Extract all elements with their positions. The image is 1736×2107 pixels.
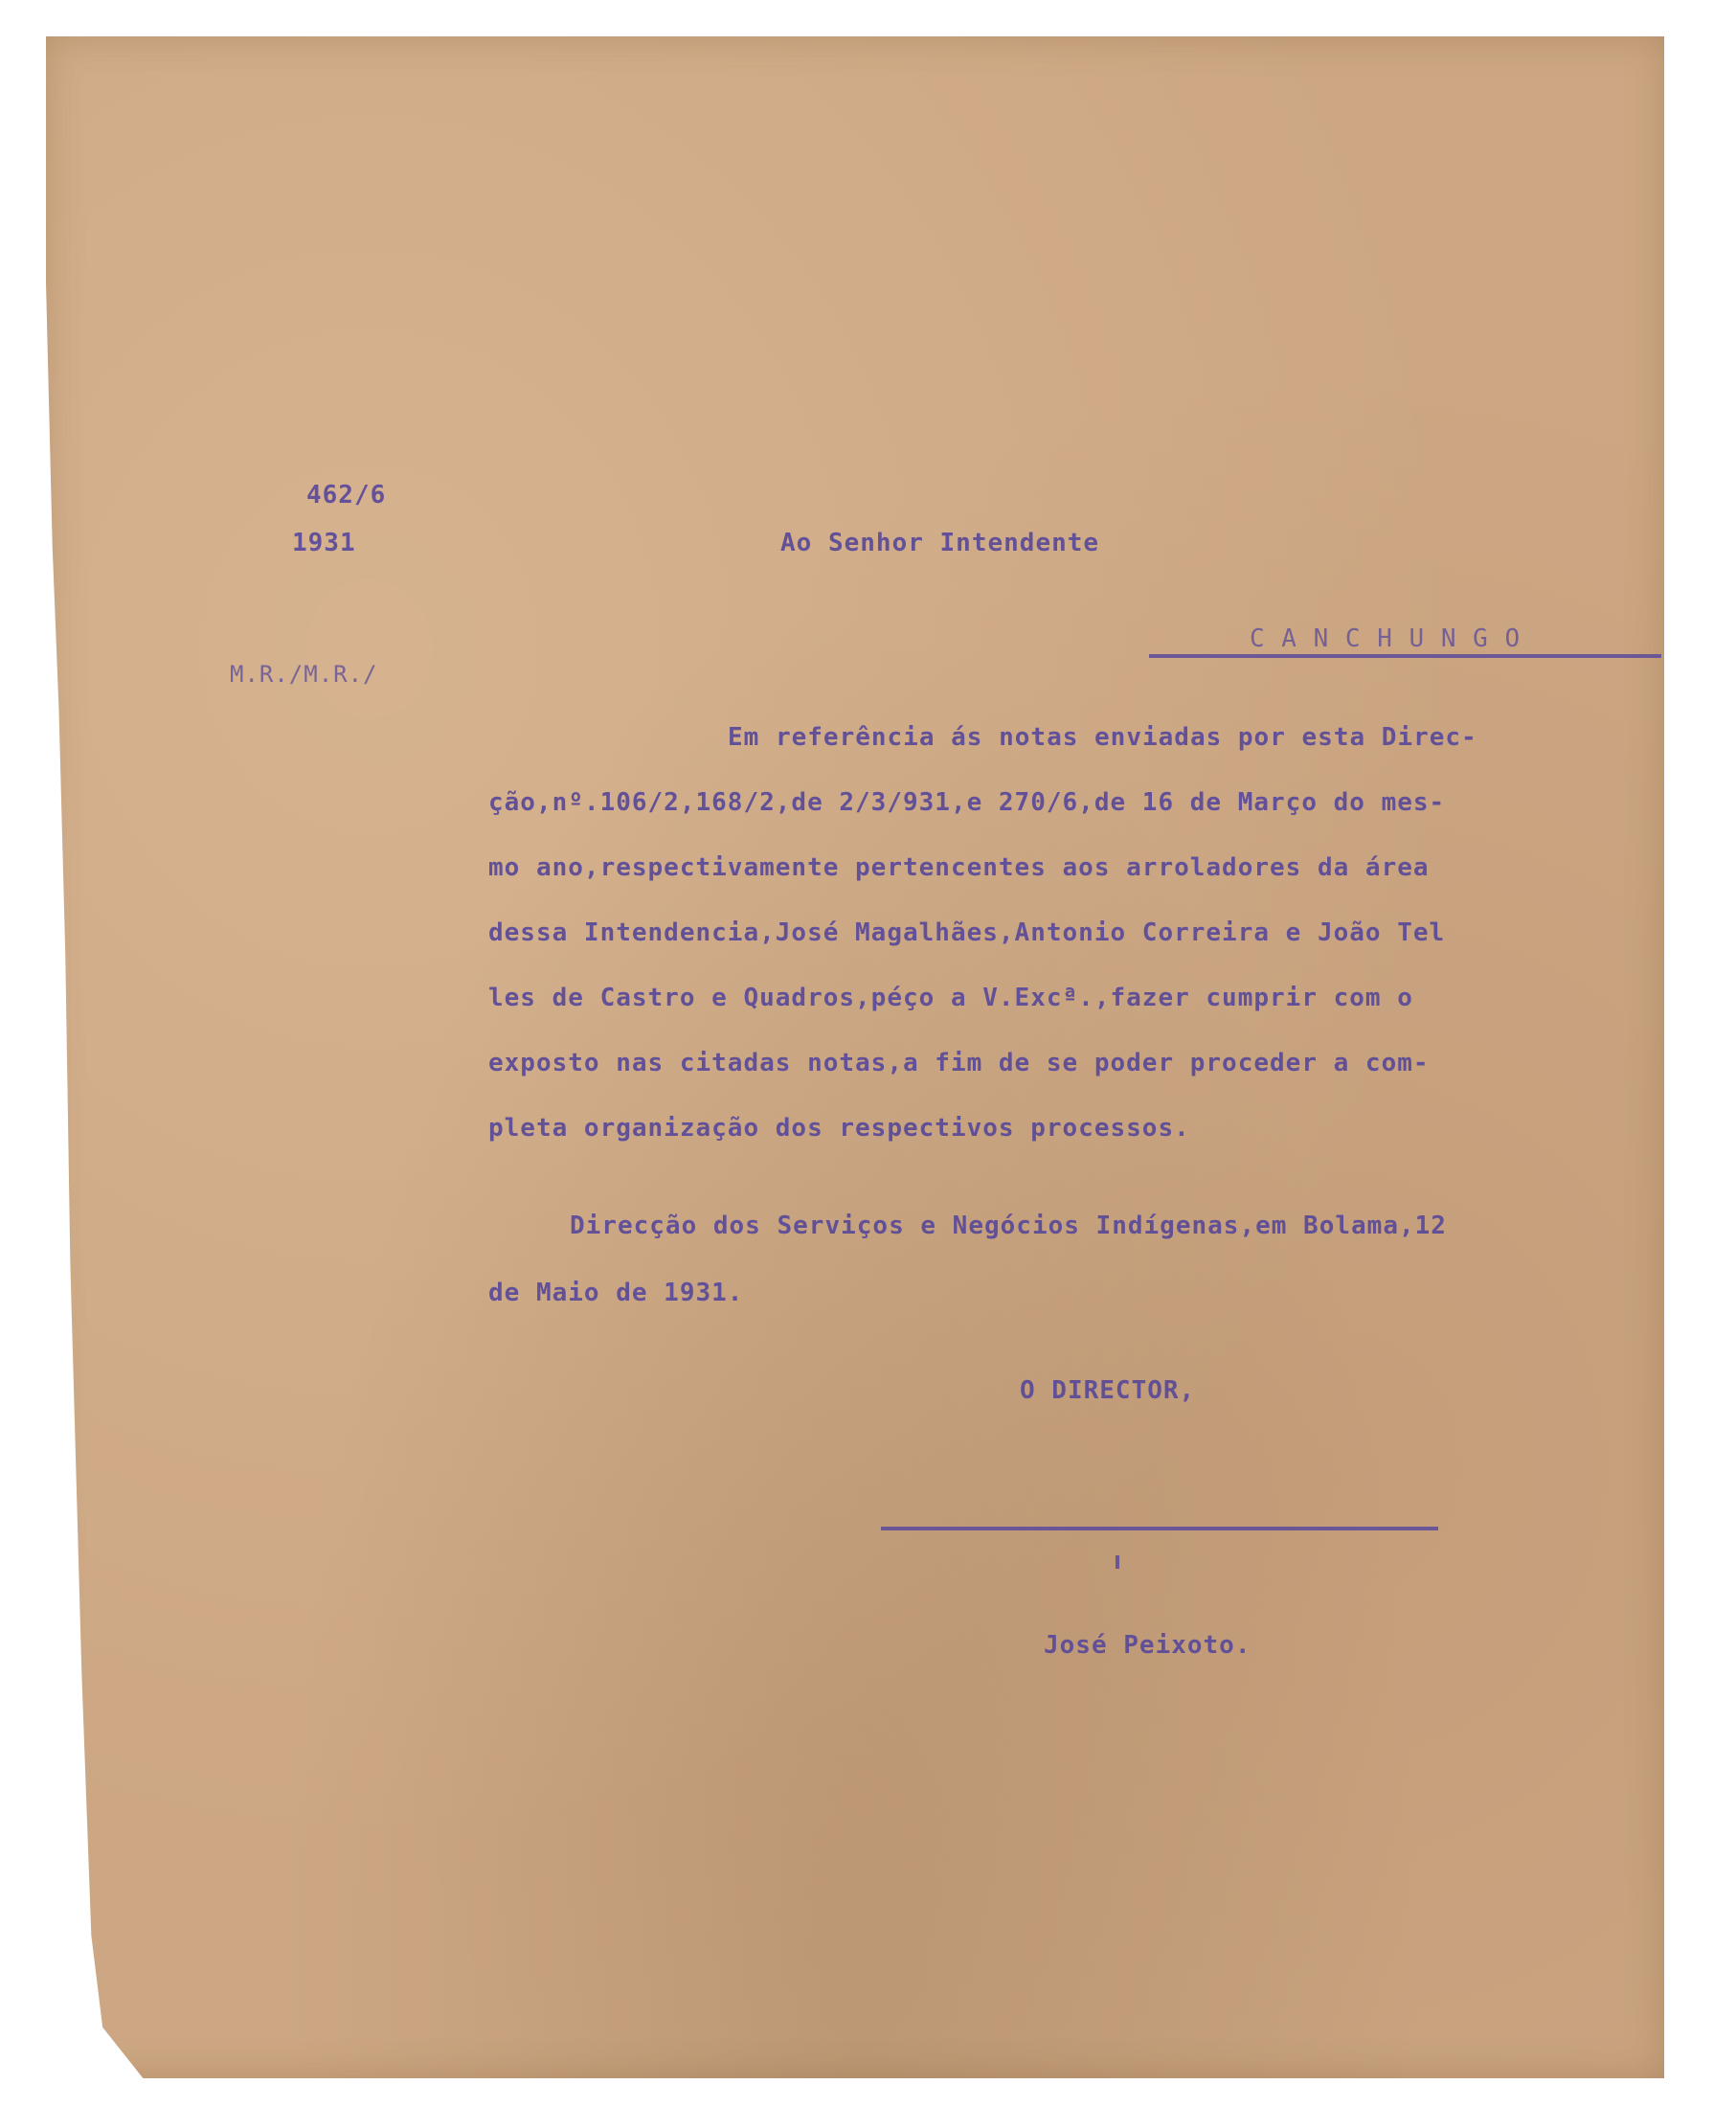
body-line: les de Castro e Quadros,péço a V.Excª.,fazer cumprir com o [488, 984, 1413, 1012]
reference-initials: M.R./M.R./ [230, 661, 378, 688]
addressee-salutation: Ao Senhor Intendente [780, 529, 1100, 557]
reference-number: 462/6 [306, 481, 387, 510]
signature-title: O DIRECTOR, [1020, 1376, 1196, 1405]
body-line: ção,nº.106/2,168/2,de 2/3/931,e 270/6,de 16 de Março do mes- [488, 788, 1446, 817]
body-line: mo ano,respectivamente pertencentes aos arroladores da área [488, 853, 1430, 882]
signature-name: José Peixoto. [1044, 1631, 1251, 1660]
body-line: pleta organização dos respectivos processos. [488, 1114, 1190, 1143]
closing-line: Direcção dos Serviços e Negócios Indígenas,em Bolama,12 [570, 1212, 1447, 1240]
signature-dot [1116, 1555, 1119, 1569]
body-line: dessa Intendencia,José Magalhães,Antonio Correira e João Tel [488, 918, 1446, 947]
body-line: exposto nas citadas notas,a fim de se poder proceder a com- [488, 1049, 1430, 1077]
reference-year: 1931 [292, 529, 356, 557]
addressee-underline [1149, 654, 1661, 658]
body-line: Em referência ás notas enviadas por esta Direc- [728, 723, 1477, 752]
closing-line: de Maio de 1931. [488, 1279, 744, 1307]
addressee-location: C A N C H U N G O [1250, 624, 1522, 653]
signature-line [881, 1527, 1438, 1530]
